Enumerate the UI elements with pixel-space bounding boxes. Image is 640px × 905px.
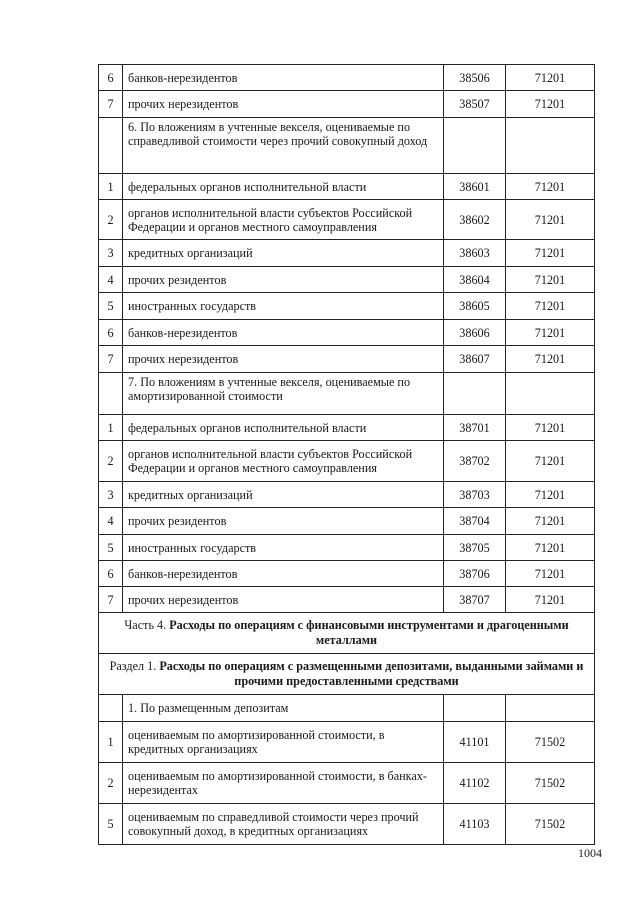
row-label: кредитных организаций — [123, 240, 444, 267]
symbol-code: 71201 — [506, 91, 595, 118]
row-label: федеральных органов исполнительной власти — [123, 415, 444, 441]
section-header-row — [99, 695, 595, 722]
account-code: 38704 — [444, 508, 506, 535]
symbol-code: 71201 — [506, 65, 595, 91]
table-row — [99, 320, 595, 346]
table-row — [99, 415, 595, 441]
row-label: прочих нерезидентов — [123, 587, 444, 613]
row-label: федеральных органов исполнительной власти — [123, 174, 444, 200]
symbol-code: 71201 — [506, 587, 595, 613]
part-heading — [99, 613, 595, 654]
symbol-code: 71502 — [506, 763, 595, 804]
symbol-code: 71201 — [506, 320, 595, 346]
row-label: банков-нерезидентов — [123, 65, 444, 91]
symbol-code: 71201 — [506, 174, 595, 200]
row-number: 1 — [99, 415, 123, 441]
part-heading-row — [99, 613, 595, 654]
table-row — [99, 200, 595, 240]
razdel-heading — [99, 654, 595, 695]
account-table — [98, 64, 595, 845]
table-row — [99, 561, 595, 587]
symbol-code: 71201 — [506, 293, 595, 320]
row-number: 5 — [99, 293, 123, 320]
row-number: 2 — [99, 441, 123, 482]
account-code: 41103 — [444, 804, 506, 845]
row-number: 5 — [99, 804, 123, 845]
row-label: иностранных государств — [123, 293, 444, 320]
account-code: 38604 — [444, 267, 506, 293]
table-row — [99, 65, 595, 91]
symbol-code: 71502 — [506, 722, 595, 763]
table-row — [99, 267, 595, 293]
row-number: 6 — [99, 65, 123, 91]
table-row — [99, 722, 595, 763]
account-code: 38707 — [444, 587, 506, 613]
account-code: 38602 — [444, 200, 506, 240]
table-row — [99, 587, 595, 613]
account-code: 38706 — [444, 561, 506, 587]
table-row — [99, 441, 595, 482]
account-code: 38606 — [444, 320, 506, 346]
table-row — [99, 174, 595, 200]
row-label: оцениваемым по амортизированной стоимости, в банках-нерезидентах — [123, 763, 444, 804]
row-label: органов исполнительной власти субъектов Российской Федерации и органов местного самоуправления — [123, 441, 444, 482]
account-code: 38705 — [444, 535, 506, 561]
row-label: прочих резидентов — [123, 508, 444, 535]
symbol-code: 71201 — [506, 200, 595, 240]
part-prefix: Часть 4. — [124, 618, 170, 632]
row-number: 2 — [99, 763, 123, 804]
account-code: 38702 — [444, 441, 506, 482]
symbol-code: 71201 — [506, 482, 595, 508]
symbol-code: 71201 — [506, 415, 595, 441]
row-label: оцениваемым по справедливой стоимости через прочий совокупный доход, в кредитных организациях — [123, 804, 444, 845]
row-number: 7 — [99, 346, 123, 373]
account-code: 38701 — [444, 415, 506, 441]
row-label: прочих нерезидентов — [123, 91, 444, 118]
symbol-code: 71201 — [506, 508, 595, 535]
symbol-code: 71201 — [506, 441, 595, 482]
account-code: 38607 — [444, 346, 506, 373]
part-title: Расходы по операциям с финансовыми инструментами и драгоценными металлами — [169, 618, 569, 647]
table-row — [99, 293, 595, 320]
table-row — [99, 535, 595, 561]
razdel-prefix: Раздел 1. — [109, 659, 160, 673]
table-row — [99, 482, 595, 508]
row-number: 7 — [99, 91, 123, 118]
row-number: 6 — [99, 561, 123, 587]
row-label: банков-нерезидентов — [123, 561, 444, 587]
row-label: органов исполнительной власти субъектов Российской Федерации и органов местного самоуправления — [123, 200, 444, 240]
table-row — [99, 91, 595, 118]
symbol-code: 71201 — [506, 561, 595, 587]
row-number: 5 — [99, 535, 123, 561]
row-number: 3 — [99, 240, 123, 267]
symbol-code: 71201 — [506, 267, 595, 293]
razdel-title: Расходы по операциям с размещенными депозитами, выданными займами и прочими предоставленными средствами — [159, 659, 584, 688]
row-number: 7 — [99, 587, 123, 613]
table-row — [99, 346, 595, 373]
account-code: 38601 — [444, 174, 506, 200]
row-label: кредитных организаций — [123, 482, 444, 508]
symbol-code: 71201 — [506, 346, 595, 373]
row-number: 3 — [99, 482, 123, 508]
row-label: банков-нерезидентов — [123, 320, 444, 346]
account-code: 38703 — [444, 482, 506, 508]
row-number: 2 — [99, 200, 123, 240]
row-number: 4 — [99, 508, 123, 535]
page-number: 1004 — [578, 846, 602, 860]
account-code: 38605 — [444, 293, 506, 320]
row-label: прочих нерезидентов — [123, 346, 444, 373]
symbol-code: 71201 — [506, 535, 595, 561]
section-header: 1. По размещенным депозитам — [123, 695, 444, 722]
row-label: прочих резидентов — [123, 267, 444, 293]
account-code: 41102 — [444, 763, 506, 804]
row-number: 4 — [99, 267, 123, 293]
row-number: 1 — [99, 722, 123, 763]
table-row — [99, 508, 595, 535]
symbol-code: 71502 — [506, 804, 595, 845]
row-label: оцениваемым по амортизированной стоимости, в кредитных организациях — [123, 722, 444, 763]
document-sheet — [98, 64, 594, 845]
section-header: 7. По вложениям в учтенные векселя, оцениваемые по амортизированной стоимости — [123, 373, 444, 415]
section-header: 6. По вложениям в учтенные векселя, оцениваемые по справедливой стоимости через прочий совокупный доход — [123, 118, 444, 174]
section-header-row — [99, 118, 595, 174]
account-code: 38603 — [444, 240, 506, 267]
table-row — [99, 240, 595, 267]
section-header-row — [99, 373, 595, 415]
table-row — [99, 804, 595, 845]
row-number: 1 — [99, 174, 123, 200]
symbol-code: 71201 — [506, 240, 595, 267]
account-code: 41101 — [444, 722, 506, 763]
row-number: 6 — [99, 320, 123, 346]
account-code: 38507 — [444, 91, 506, 118]
row-label: иностранных государств — [123, 535, 444, 561]
account-code: 38506 — [444, 65, 506, 91]
razdel-heading-row — [99, 654, 595, 695]
table-row — [99, 763, 595, 804]
